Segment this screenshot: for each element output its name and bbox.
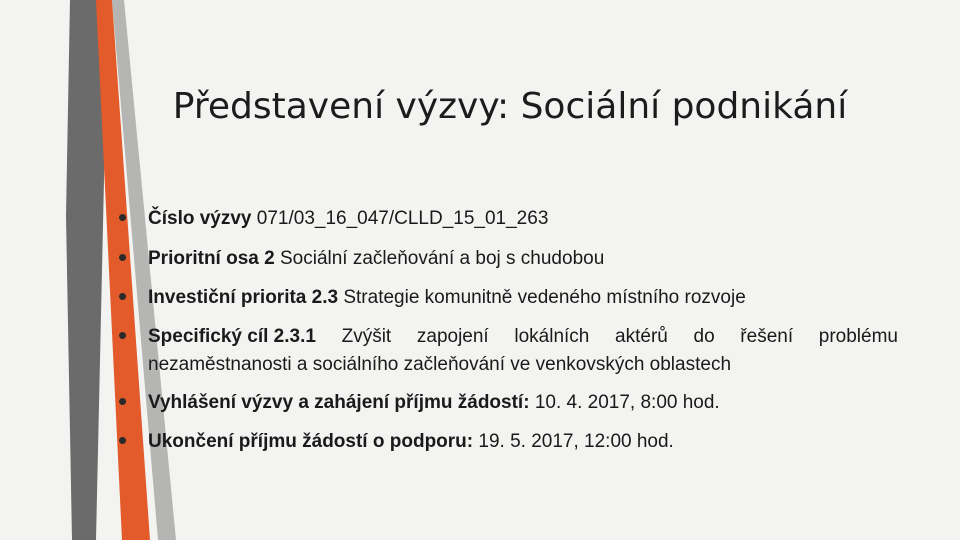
item-label: Specifický cíl 2.3.1	[148, 326, 316, 347]
bullet-icon: •	[118, 386, 128, 416]
bullet-icon: •	[118, 281, 128, 311]
item-value-word: problému	[818, 326, 898, 347]
item-value: Sociální začleňování a boj s chudobou	[279, 248, 605, 269]
bullet-list	[118, 202, 898, 456]
item-value-word: aktérů	[615, 326, 668, 347]
item-value: 071/03_16_047/CLLD_15_01_263	[256, 208, 549, 229]
item-value: 19. 5. 2017, 12:00 hod.	[478, 431, 674, 452]
list-item	[118, 425, 898, 456]
item-label: Číslo výzvy	[148, 208, 252, 229]
item-value-word: Zvýšit	[341, 326, 392, 347]
item-label: Prioritní osa 2	[148, 248, 275, 269]
item-label: Investiční priorita 2.3	[148, 287, 339, 308]
list-item	[118, 242, 898, 273]
bullet-icon: •	[118, 242, 128, 272]
item-line	[148, 323, 898, 351]
item-value-word: řešení	[740, 326, 794, 347]
item-label: Vyhlášení výzvy a zahájení příjmu žádostí:	[148, 392, 530, 413]
list-item	[118, 202, 898, 233]
item-label: Ukončení příjmu žádostí o podporu:	[148, 431, 474, 452]
item-value-continuation: nezaměstnanosti a sociálního začleňování ve venkovských oblastech	[148, 354, 732, 375]
bullet-icon: •	[118, 425, 128, 455]
list-item	[118, 320, 898, 379]
item-value-word: lokálních	[514, 326, 590, 347]
item-value: 10. 4. 2017, 8:00 hod.	[534, 392, 720, 413]
slide-title: Představení výzvy: Sociální podnikání	[172, 86, 848, 127]
list-item	[118, 281, 898, 312]
list-item	[118, 386, 898, 417]
item-value-word: zapojení	[416, 326, 489, 347]
item-value-word: do	[693, 326, 715, 347]
orange-thin-stripe	[0, 0, 70, 540]
item-value: Strategie komunitně vedeného místního rozvoje	[343, 287, 746, 308]
bullet-icon: •	[118, 320, 128, 350]
bullet-icon: •	[118, 202, 128, 232]
